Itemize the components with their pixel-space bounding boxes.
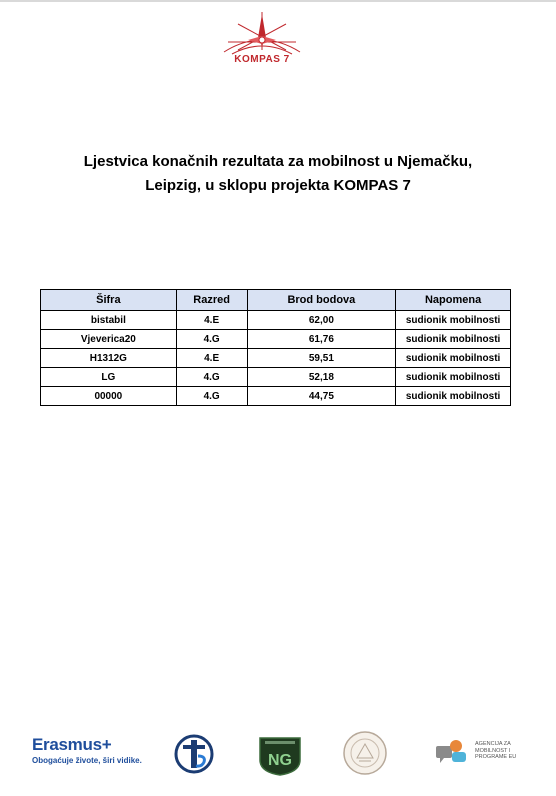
cell-napomena: sudionik mobilnosti <box>396 349 511 368</box>
page-title <box>40 150 516 198</box>
header-razred: Razred <box>176 290 247 311</box>
table-row <box>41 387 511 406</box>
title-line-2: Leipzig, u sklopu projekta KOMPAS 7 <box>145 177 411 194</box>
cell-sifra: LG <box>41 368 177 387</box>
kompas-logo-text: KOMPAS 7 <box>234 54 290 65</box>
erasmus-name: Erasmus+ <box>32 735 112 754</box>
cell-sifra: 00000 <box>41 387 177 406</box>
cell-napomena: sudionik mobilnosti <box>396 330 511 349</box>
cell-bodovi: 59,51 <box>247 349 396 368</box>
cell-razred: 4.G <box>176 368 247 387</box>
svg-text:NG: NG <box>268 752 292 769</box>
title-line-1: Ljestvica konačnih rezultata za mobilnost u Njemačku, <box>83 153 473 170</box>
cell-napomena: sudionik mobilnosti <box>396 387 511 406</box>
cell-sifra: Vjeverica20 <box>41 330 177 349</box>
header-napomena: Napomena <box>396 290 511 311</box>
top-rule <box>0 0 556 2</box>
cell-razred: 4.G <box>176 330 247 349</box>
ts-school-logo <box>174 734 214 774</box>
table-header-row <box>41 290 511 311</box>
cell-sifra: bistabil <box>41 311 177 330</box>
school-seal-logo <box>342 730 388 776</box>
ng-school-logo <box>257 734 303 776</box>
cell-sifra: H1312G <box>41 349 177 368</box>
cell-bodovi: 62,00 <box>247 311 396 330</box>
results-table <box>40 289 511 406</box>
cell-bodovi: 52,18 <box>247 368 396 387</box>
header-broj-bodova: Brod bodova <box>247 290 396 311</box>
table-row <box>41 368 511 387</box>
agency-text: AGENCIJA ZA MOBILNOST I PROGRAME EU <box>475 741 517 760</box>
cell-razred: 4.E <box>176 349 247 368</box>
header-sifra: Šifra <box>41 290 177 311</box>
table-row <box>41 349 511 368</box>
erasmus-logo <box>32 735 142 765</box>
cell-bodovi: 44,75 <box>247 387 396 406</box>
cell-napomena: sudionik mobilnosti <box>396 368 511 387</box>
erasmus-tagline: Obogaćuje živote, širi vidike. <box>32 756 142 765</box>
cell-napomena: sudionik mobilnosti <box>396 311 511 330</box>
table-row <box>41 311 511 330</box>
cell-bodovi: 61,76 <box>247 330 396 349</box>
cell-razred: 4.E <box>176 311 247 330</box>
table-row <box>41 330 511 349</box>
cell-razred: 4.G <box>176 387 247 406</box>
